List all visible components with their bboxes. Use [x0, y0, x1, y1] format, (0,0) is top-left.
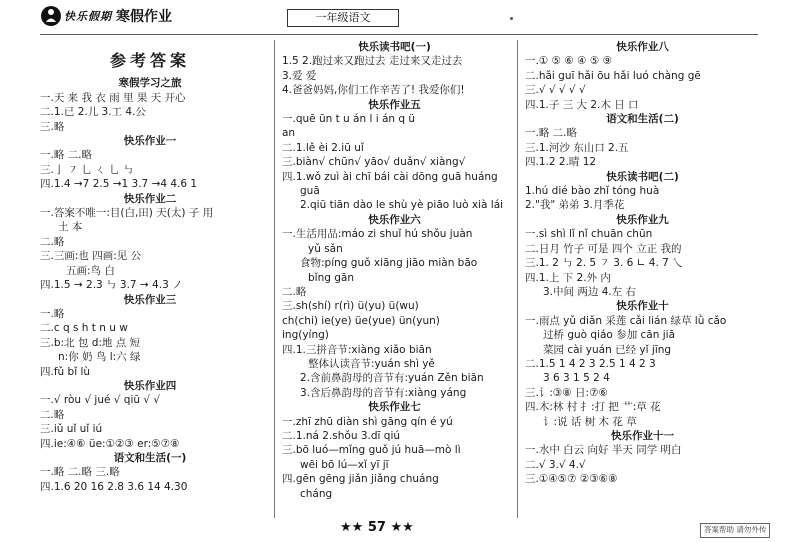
answers-title: 参考答案: [109, 51, 190, 70]
answer-line: 四.1.子 三 大 2.木 日 口: [525, 98, 639, 111]
answer-line: 3.中间 两边 4.左 右: [543, 285, 637, 298]
answer-line: 四.fǔ bǐ lù: [40, 365, 91, 378]
section-heading: 语文和生活(一): [113, 451, 187, 464]
answer-line: 二.√ 3.√ 4.√: [525, 458, 586, 471]
section-heading: 快乐作业五: [368, 98, 421, 111]
brand-title: 寒假作业: [116, 9, 172, 25]
answer-line: 三.1.河沙 东山口 2.五: [525, 141, 629, 154]
answer-line: 四.gēn gēng jiǎn jiǎng chuáng: [282, 473, 439, 486]
answer-line: 一.略 二.略 三.略: [40, 466, 120, 479]
answer-line: 四.1.三拼音节:xiàng xiǎo biān: [282, 343, 432, 356]
answer-column-right: [525, 40, 760, 487]
section-heading: 快乐作业十: [616, 300, 669, 313]
answer-column-middle: [282, 40, 507, 501]
answer-line: 二.hǎi guī hǎi ōu hǎi luó chàng gē: [525, 69, 701, 82]
answer-line: 三.亅 ㇇ 乚 ㄑ 乚 ㇉: [40, 163, 134, 176]
section-heading: 快乐作业六: [368, 213, 421, 226]
answer-line: 4.爸爸妈妈,你们工作辛苦了! 我爱你们!: [282, 84, 465, 97]
answer-line: 2.qiū tiān dào le shù yè piāo luò xià lái: [300, 199, 504, 212]
section-heading: 快乐读书吧(一): [358, 41, 431, 53]
answer-line: 三.biàn√ chūn√ yāo√ duǎn√ xiàng√: [282, 156, 466, 169]
answer-line: 四.1.2 2.晴 12: [525, 156, 597, 169]
brand-mark: 快乐假期: [64, 10, 112, 23]
answer-line: 一.quē ūn t u án l i án q ü: [282, 113, 416, 126]
answer-line: yǔ sǎn: [308, 242, 343, 255]
answer-line: 一.水中 白云 向好 半天 同学 明白: [525, 444, 682, 457]
answer-line: 二.1.5 1 4 2 3 2.5 1 4 2 3: [525, 357, 656, 370]
answer-line: 三.√ √ √ √ √: [525, 84, 586, 97]
answer-line: 三.①④⑤⑦ ②③⑥⑧: [525, 473, 618, 486]
footer-stamp: 答案帮助 请勿外传: [700, 523, 770, 538]
answer-line: 讠:说 话 树 木 花 草: [543, 415, 637, 428]
answer-line: 四.ie:④⑥ üe:①②③ er:⑤⑦⑧: [40, 437, 180, 450]
answer-line: 二.c q s h t n u w: [40, 322, 128, 335]
answer-line: ch(chi) ie(ye) üe(yue) ün(yun): [282, 314, 440, 327]
answer-line: 3.爱 爱: [282, 69, 317, 82]
answer-line: 二.1.lě èi 2.iū uǐ: [282, 141, 364, 154]
answer-line: 1.hú dié bào zhǐ tóng huà: [525, 185, 660, 198]
answer-line: 四.1.4 →7 2.5 →1 3.7 →4 4.6 1: [40, 178, 198, 191]
answer-line: 一.sì shì lǐ nǐ chuān chūn: [525, 228, 653, 241]
section-heading: 快乐读书吧(二): [606, 170, 679, 183]
answer-line: 一.√ ròu √ jué √ qiū √ √: [40, 394, 161, 407]
answer-line: 一.雨点 yǔ diǎn 采莲 cǎi lián 绿草 lǜ cǎo: [525, 314, 727, 327]
answer-line: 一.天 来 我 衣 雨 里 果 天 开心: [40, 91, 186, 104]
answer-line: an: [282, 127, 296, 140]
section-heading: 快乐作业二: [123, 192, 177, 205]
column-divider: [274, 40, 275, 518]
answer-line: 菜园 cài yuán 已经 yǐ jīng: [543, 343, 672, 356]
answer-line: 土 本: [58, 221, 83, 234]
answer-line: 一.① ⑤ ⑥ ④ ⑤ ⑨: [525, 55, 613, 68]
answer-line: 四.1.wǒ zuì ài chī bái cài dōng guā huáng: [282, 170, 498, 183]
answer-line: 1.5 2.跑过来又跑过去 走过来又走过去: [282, 55, 463, 68]
answer-line: 一.生活用品:máo zi shuǐ hú shǒu juàn: [282, 228, 473, 241]
answer-line: guā: [300, 185, 320, 198]
answer-line: 3 6 3 1 5 2 4: [543, 372, 610, 385]
answer-line: 二.略: [282, 285, 307, 298]
answer-line: 食物:píng guǒ xiāng jiāo miàn bāo: [300, 257, 478, 270]
answer-line: 一.略: [40, 307, 65, 320]
answer-line: 三.讠:③⑧ 日:⑦⑥: [525, 386, 608, 399]
answer-line: 四.木:林 村 扌:打 把 艹:草 花: [525, 401, 661, 414]
answer-line: bǐng gān: [308, 271, 354, 284]
page-number: ★★ 57 ★★: [340, 520, 414, 535]
section-heading: 快乐作业三: [123, 293, 177, 306]
answer-line: 五画:鸟 白: [66, 264, 115, 277]
answer-line: 三.sh(shí) r(rì) ü(yu) ü(wu): [282, 300, 419, 313]
answer-line: 三.bō luó—mǐng guǒ jú huā—mò lì: [282, 444, 461, 457]
answer-line: 三.iǔ uǐ uǐ iú: [40, 423, 103, 436]
answer-line: 二.略: [40, 235, 65, 248]
answer-line: 一.答案不唯一:目(白,田) 天(太) 子 用: [40, 207, 214, 220]
answer-line: n:你 奶 鸟 l:六 绿: [58, 351, 141, 364]
reading-figure-icon: [40, 5, 62, 27]
answer-line: wēi bō lú—xǐ yī jī: [300, 458, 389, 471]
brand-logo: [40, 5, 172, 27]
answer-line: 三.略: [40, 120, 65, 133]
section-heading: 快乐作业八: [616, 41, 669, 53]
answer-line: 整体认读音节:yuán shì yě: [308, 357, 435, 370]
answer-line: 一.略 二.略: [525, 127, 578, 140]
section-heading: 语文和生活(二): [606, 113, 679, 126]
answer-line: 2."我" 弟弟 3.月季花: [525, 199, 625, 212]
answer-line: 一.略 二.略: [40, 149, 93, 162]
answer-column-left: [40, 40, 260, 494]
answer-line: cháng: [300, 487, 333, 500]
answer-line: 2.含前鼻韵母的音节有:yuán Zěn biān: [300, 372, 484, 385]
page-footer: [0, 518, 790, 542]
column-divider: [517, 40, 518, 518]
answer-line: ing(yíng): [282, 329, 329, 342]
section-heading: 快乐作业九: [616, 213, 669, 226]
answer-line: 四.1.上 下 2.外 内: [525, 271, 611, 284]
answer-line: 四.1.6 20 16 2.8 3.6 14 4.30: [40, 480, 188, 493]
section-heading: 快乐作业七: [368, 401, 421, 414]
answer-line: 三.1. 2 ㇉ 2. 5 ㇇ 3. 6 ∟ 4. 7 乀: [525, 257, 683, 270]
answer-line: 三.b:北 包 d:地 点 短: [40, 336, 141, 349]
answer-line: 二.1.ná 2.shǒu 3.dī qiú: [282, 429, 401, 442]
answer-line: 四.1.5 → 2.3 ㇉ 3.7 → 4.3 ノ: [40, 279, 183, 292]
answer-line: 一.zhī zhū diàn shì gāng qín é yú: [282, 415, 453, 428]
page-header: [0, 0, 790, 34]
section-heading: 寒假学习之旅: [118, 77, 182, 90]
section-heading: 快乐作业十一: [611, 429, 674, 442]
answer-line: 三.三画:也 四画:见 公: [40, 250, 142, 263]
header-dot: [510, 17, 513, 20]
answer-line: 3.含后鼻韵母的音节有:xiàng yáng: [300, 386, 467, 399]
section-heading: 快乐作业四: [123, 379, 177, 392]
header-divider: [40, 34, 758, 35]
section-heading: 快乐作业一: [123, 135, 177, 148]
grade-label: 一年级语文: [287, 9, 399, 27]
answer-line: 二.略: [40, 408, 65, 421]
answer-line: 二.日月 竹子 可是 四个 立正 我的: [525, 242, 682, 255]
answer-line: 过桥 guò qiáo 参加 cān jiā: [543, 329, 676, 342]
answer-line: 二.1.已 2.儿 3.工 4.公: [40, 106, 146, 119]
